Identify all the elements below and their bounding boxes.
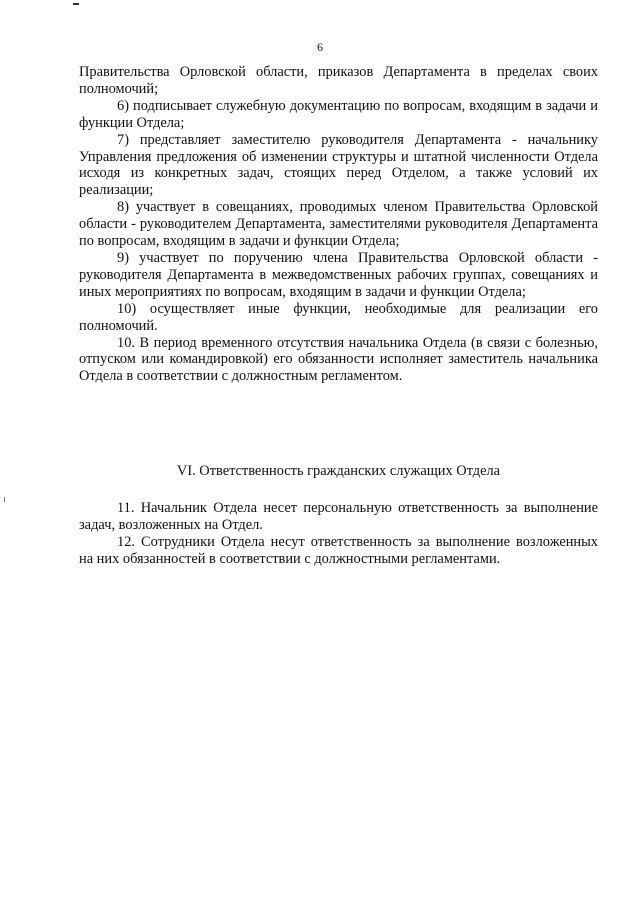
paragraph-item-6: 6) подписывает служебную документацию по вопросам, входящим в задачи и функции Отдела; xyxy=(79,97,598,131)
paragraph-continuation: Правительства Орловской области, приказов Департамента в пределах своих полномочий; xyxy=(79,64,598,97)
paragraph-clause-11: 11. Начальник Отдела несет персональную ответственность за выполнение задач, возложенных на Отдел. xyxy=(79,500,598,533)
scan-artifact xyxy=(73,3,79,5)
paragraph-item-7: 7) представляет заместителю руководителя Департамента - начальнику Управления предложения об изменении структуры и штатной численности Отдела исходя из конкретных задач, стоящих перед Отделом, а также условий их реализации; xyxy=(79,131,598,199)
paragraph-clause-12: 12. Сотрудники Отдела несут ответственность за выполнение возложенных на них обязанностей в соответствии с должностными регламентами. xyxy=(79,533,598,567)
section-heading: VI. Ответственность гражданских служащих Отдела xyxy=(176,463,501,479)
paragraph-item-8: 8) участвует в совещаниях, проводимых членом Правительства Орловской области - руководителем Департамента, заместителями руководителя Департамента по вопросам, входящим в задачи и функции Отдела; xyxy=(79,199,598,250)
paragraph-clause-10: 10. В период временного отсутствия начальника Отдела (в связи с болезнью, отпуском или командировкой) его обязанности исполняет заместитель начальника Отдела в соответствии с должностным регламентом. xyxy=(79,334,598,385)
paragraph-item-9: 9) участвует по поручению члена Правительства Орловской области - руководителя Департамента в межведомственных рабочих группах, совещаниях и иных мероприятиях по вопросам, входящим в задачи и функции Отдела; xyxy=(79,249,598,300)
scan-artifact xyxy=(4,497,5,502)
document-body xyxy=(79,64,598,385)
paragraph-item-10: 10) осуществляет иные функции, необходимые для реализации его полномочий. xyxy=(79,300,598,334)
page-number: 6 xyxy=(317,40,323,54)
section-vi-body xyxy=(79,500,598,568)
